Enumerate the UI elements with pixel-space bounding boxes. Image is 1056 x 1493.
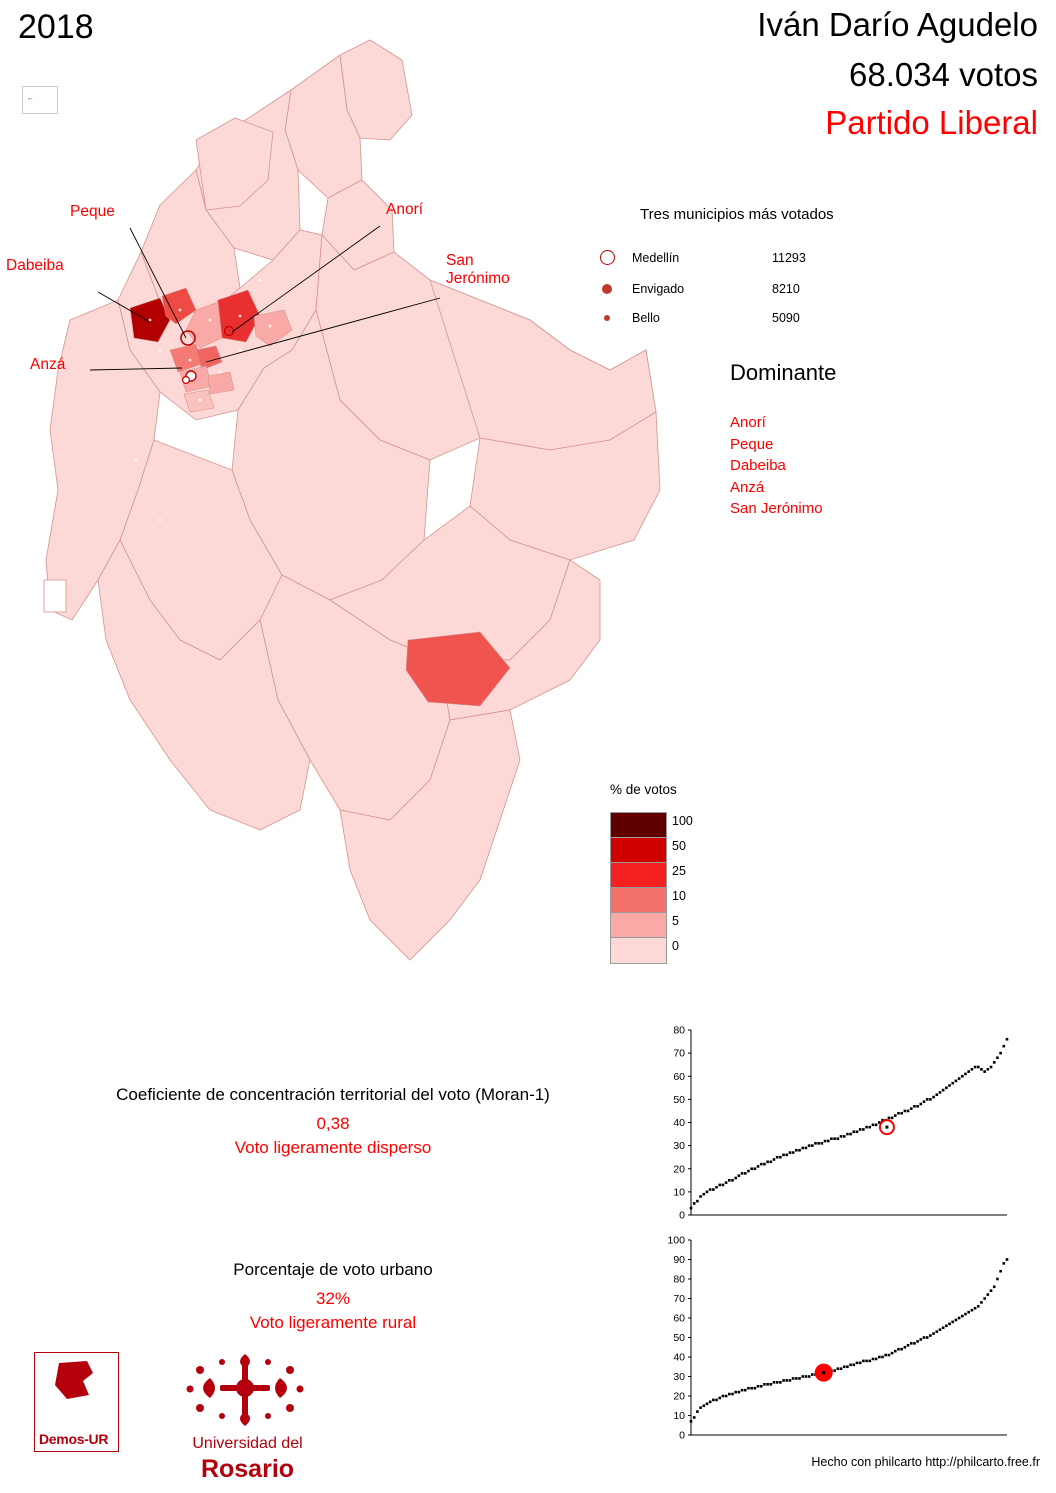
- legend-swatch-100: [610, 812, 667, 839]
- dominant-item: San Jerónimo: [730, 500, 823, 517]
- legend-symbol-large-open-circle-icon: [600, 250, 615, 265]
- candidate-name: Iván Darío Agudelo: [757, 6, 1038, 43]
- urban-vote-label: Porcentaje de voto urbano: [233, 1260, 433, 1279]
- legend-label-100: 100: [672, 814, 693, 828]
- legend-label-50: 50: [672, 839, 686, 853]
- urban-vote-description: Voto ligeramente rural: [249, 1313, 417, 1332]
- colombia-choropleth-map[interactable]: [10, 20, 690, 980]
- svg-text:100: 100: [667, 1234, 685, 1247]
- legend-symbol-medium-circle-icon: [602, 284, 612, 294]
- demos-ur-logo: [34, 1352, 119, 1452]
- rosario-crest-icon: [150, 1348, 340, 1439]
- map-label-san-jeronimo-line2: Jerónimo: [446, 270, 510, 287]
- svg-text:30: 30: [673, 1140, 685, 1153]
- dominant-item: Anzá: [730, 478, 765, 496]
- svg-text:0: 0: [679, 1209, 685, 1222]
- top-municipality-value-3: 5090: [772, 311, 800, 325]
- top-municipality-name-2: Envigado: [632, 282, 685, 296]
- philcarto-credit: Hecho con philcarto http://philcarto.free.fr: [811, 1455, 1040, 1469]
- map-label-san-jeronimo-line1: San: [446, 252, 474, 269]
- university-name-line2: Rosario: [200, 1455, 295, 1483]
- legend-swatch-10: [610, 887, 667, 914]
- svg-text:60: 60: [673, 1070, 685, 1083]
- svg-text:50: 50: [673, 1332, 685, 1344]
- legend-swatch-0: [610, 937, 667, 964]
- dominant-item: Anorí: [730, 414, 766, 431]
- svg-text:80: 80: [673, 1273, 685, 1286]
- svg-text:0: 0: [679, 1429, 685, 1442]
- moran-distribution-chart: [655, 1022, 1015, 1232]
- moran-coefficient-description: Voto ligeramente disperso: [234, 1138, 432, 1157]
- candidate-party: Partido Liberal: [825, 104, 1038, 141]
- page-title-year: 2018: [18, 8, 94, 46]
- svg-text:10: 10: [673, 1410, 685, 1422]
- svg-text:30: 30: [673, 1371, 685, 1383]
- legend-symbol-small-circle-icon: [604, 315, 610, 321]
- svg-text:20: 20: [673, 1163, 685, 1176]
- legend-label-25: 25: [672, 864, 686, 878]
- urban-distribution-chart: [655, 1232, 1015, 1452]
- svg-text:20: 20: [673, 1390, 685, 1403]
- legend-swatch-25: [610, 862, 667, 889]
- dominant-list: [730, 412, 823, 520]
- top-municipality-name-1: Medellín: [632, 251, 680, 265]
- top-municipalities-title: Tres municipios más votados: [640, 206, 834, 223]
- legend-swatch-50: [610, 837, 667, 864]
- dept-san-andres: [44, 580, 66, 612]
- top-municipality-value-1: 11293: [772, 251, 806, 265]
- urban-vote-value: 32%: [315, 1289, 351, 1308]
- candidate-votes: 68.034 votos: [849, 56, 1038, 93]
- muni-small-2: [208, 372, 234, 394]
- map-label-dabeiba: Dabeiba: [6, 257, 64, 274]
- legend-label-5: 5: [672, 914, 679, 928]
- svg-text:50: 50: [673, 1093, 685, 1106]
- map-symbol-bello: [183, 377, 190, 384]
- svg-text:40: 40: [673, 1351, 685, 1364]
- svg-text:10: 10: [673, 1186, 685, 1199]
- university-name-line1: Universidad del: [192, 1435, 303, 1452]
- map-label-peque: Peque: [70, 203, 115, 220]
- svg-text:70: 70: [673, 1293, 685, 1305]
- legend-swatch-5: [610, 912, 667, 939]
- choropleth-legend-title: % de votos: [610, 782, 677, 797]
- svg-text:40: 40: [673, 1117, 685, 1129]
- demos-ur-logo-text: Demos-UR: [39, 1431, 109, 1447]
- moran-coefficient-label: Coeficiente de concentración territorial del voto (Moran-1): [116, 1085, 550, 1104]
- dominant-item: Peque: [730, 435, 774, 453]
- inset-marker-icon: ⌐: [28, 94, 33, 103]
- top-municipality-name-3: Bello: [632, 311, 660, 325]
- legend-label-10: 10: [672, 889, 686, 903]
- map-label-anori: Anorí: [386, 201, 424, 218]
- moran-coefficient-value: 0,38: [316, 1114, 350, 1133]
- svg-text:70: 70: [673, 1047, 685, 1060]
- svg-text:80: 80: [673, 1024, 685, 1037]
- dominant-item: Dabeiba: [730, 457, 786, 474]
- map-label-anza: Anzá: [30, 356, 66, 373]
- top-municipality-value-2: 8210: [772, 282, 800, 296]
- dominant-title: Dominante: [730, 360, 837, 385]
- legend-label-0: 0: [672, 939, 679, 953]
- svg-text:90: 90: [673, 1254, 685, 1266]
- svg-text:60: 60: [673, 1312, 685, 1325]
